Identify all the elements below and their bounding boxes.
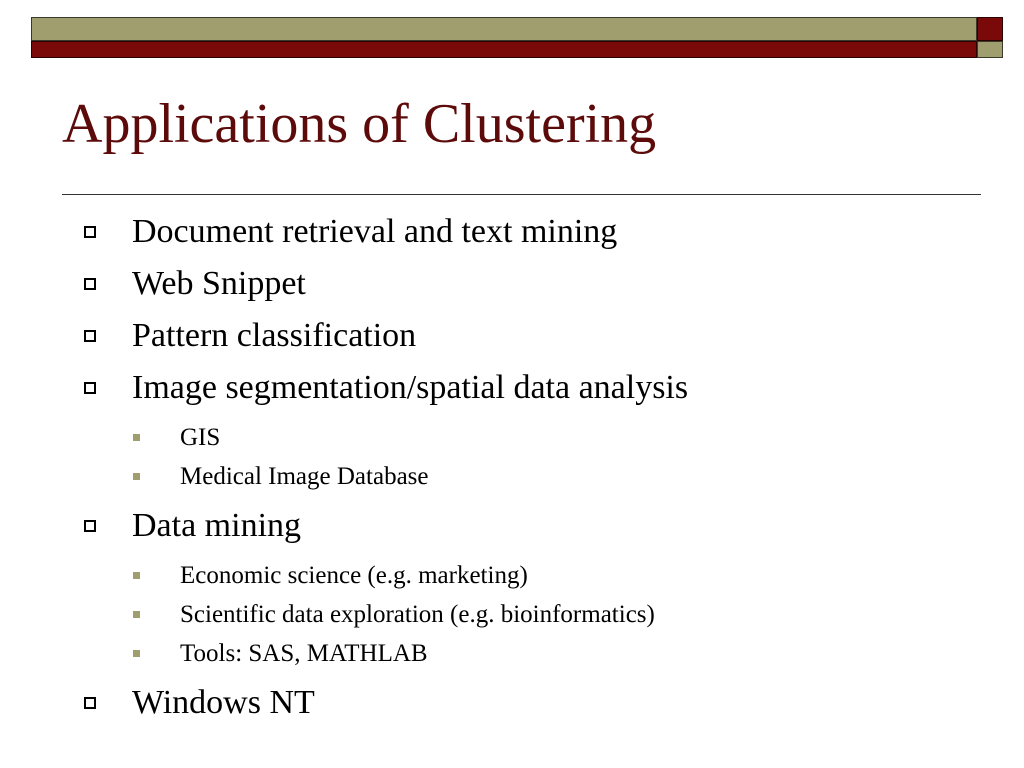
hollow-square-icon <box>84 697 96 709</box>
sub-bullet-text: GIS <box>180 424 221 451</box>
bullet-item <box>80 362 1000 414</box>
slide-title: Applications of Clustering <box>62 93 657 155</box>
bullet-list <box>80 206 1000 729</box>
hollow-square-icon <box>84 278 96 290</box>
sub-bullet-item <box>80 595 1000 634</box>
sub-bullet-item <box>80 457 1000 496</box>
bullet-item <box>80 310 1000 362</box>
bullet-text: Windows NT <box>132 684 315 721</box>
bullet-text: Image segmentation/spatial data analysis <box>132 369 689 406</box>
header-bar-maroon <box>31 41 977 58</box>
filled-square-icon <box>133 572 140 579</box>
header-square-olive <box>977 41 1003 58</box>
filled-square-icon <box>133 611 140 618</box>
hollow-square-icon <box>84 382 96 394</box>
sub-bullet-item <box>80 418 1000 457</box>
sub-bullet-text: Tools: SAS, MATHLAB <box>180 640 428 667</box>
hollow-square-icon <box>84 226 96 238</box>
title-divider <box>62 194 981 195</box>
bullet-text: Data mining <box>132 507 302 544</box>
filled-square-icon <box>133 473 140 480</box>
sub-bullet-text: Medical Image Database <box>180 463 429 490</box>
header-square-maroon <box>977 17 1003 41</box>
sub-bullet-text: Economic science (e.g. marketing) <box>180 562 528 589</box>
bullet-item <box>80 500 1000 552</box>
bullet-item <box>80 258 1000 310</box>
hollow-square-icon <box>84 520 96 532</box>
bullet-text: Pattern classification <box>132 317 417 354</box>
sub-bullet-item <box>80 634 1000 673</box>
hollow-square-icon <box>84 330 96 342</box>
sub-bullet-item <box>80 556 1000 595</box>
bullet-text: Document retrieval and text mining <box>132 213 618 250</box>
bullet-item <box>80 206 1000 258</box>
bullet-text: Web Snippet <box>132 265 306 302</box>
header-bar-olive <box>31 17 977 41</box>
filled-square-icon <box>133 434 140 441</box>
bullet-item <box>80 677 1000 729</box>
filled-square-icon <box>133 650 140 657</box>
sub-bullet-text: Scientific data exploration (e.g. bioinformatics) <box>180 601 655 628</box>
